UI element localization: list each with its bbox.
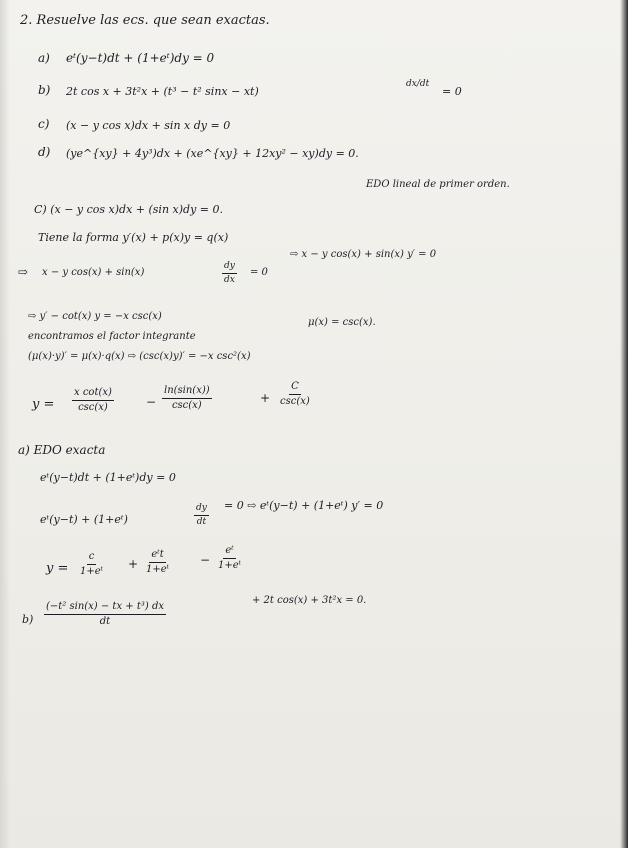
fraction-numerator: eᵗ <box>223 546 235 559</box>
solution-c-step1-a: x − y cos(x) + sin(x) <box>42 267 145 278</box>
fraction-numerator: c <box>87 552 97 565</box>
fraction-numerator: x cot(x) <box>72 388 114 401</box>
solution-b-rest: + 2t cos(x) + 3t²x = 0. <box>252 595 367 606</box>
exercise-title: 2. Resuelve las ecs. que sean exactas. <box>20 13 270 28</box>
fraction-denominator: csc(x) <box>171 400 202 411</box>
fraction-numerator: C <box>289 382 301 395</box>
solution-a-title: a) EDO exacta <box>18 443 106 457</box>
solution-c-integrating-factor: μ(x) = csc(x). <box>308 317 376 328</box>
solution-c-step1-fraction <box>222 262 237 285</box>
problem-b-dxdt: dx/dt <box>406 79 430 89</box>
fraction-numerator: (−t² sin(x) − tx + t³) dx <box>44 602 166 615</box>
solution-a-result-y: y = <box>46 561 69 576</box>
fraction-numerator: ln(sin(x)) <box>162 386 212 399</box>
fraction-numerator: dy <box>194 504 209 516</box>
solution-c-note: EDO lineal de primer orden. <box>366 179 510 190</box>
problem-c-label: c) <box>38 117 50 131</box>
solution-c-step1-b: = 0 <box>250 267 268 278</box>
solution-b-label: b) <box>22 613 34 626</box>
solution-c-result-fraction-2 <box>162 386 212 411</box>
solution-a-result-op2: − <box>200 553 211 567</box>
problem-b-equation: 2t cos x + 3t²x + (t³ − t² sinx − xt) <box>66 85 259 98</box>
solution-c-result-op1: − <box>146 395 157 409</box>
solution-a-result-op1: + <box>128 557 139 571</box>
problem-d-equation: (ye^{xy} + 4y³)dx + (xe^{xy} + 12xy² − xy)dy = 0. <box>66 147 359 160</box>
problem-c-equation: (x − y cos x)dx + sin x dy = 0 <box>66 119 231 132</box>
problem-a-label: a) <box>38 51 50 65</box>
fraction-denominator: csc(x) <box>78 402 108 413</box>
solution-c-step2: ⇨ y′ − cot(x) y = −x csc(x) <box>28 311 162 322</box>
problem-a-equation: eᵗ(y−t)dt + (1+eᵗ)dy = 0 <box>66 51 215 65</box>
solution-c-result-op2: + <box>260 391 271 405</box>
fraction-numerator: dy <box>222 262 237 274</box>
solution-a-result-fraction-3 <box>218 546 241 571</box>
solution-a-result-fraction-2 <box>146 550 169 575</box>
solution-a-line2-a: eᵗ(y−t) + (1+eᵗ) <box>40 513 128 526</box>
page-edge-shadow-left <box>0 0 10 848</box>
solution-c-equation: C) (x − y cos x)dx + (sin x)dy = 0. <box>34 203 223 216</box>
solution-b-fraction <box>44 602 166 627</box>
solution-a-line2-b: = 0 ⇨ eᵗ(y−t) + (1+eᵗ) y′ = 0 <box>224 499 384 512</box>
problem-b-label: b) <box>38 83 51 97</box>
fraction-denominator: 1+eᵗ <box>146 564 170 575</box>
solution-c-step3-text: encontramos el factor integrante <box>28 331 196 342</box>
solution-c-step1-c: ⇨ x − y cos(x) + sin(x) y′ = 0 <box>290 249 437 260</box>
page-edge-shadow-right <box>620 0 628 848</box>
fraction-denominator: 1+eᵗ <box>80 566 104 577</box>
problem-b-rhs: = 0 <box>442 85 462 98</box>
fraction-denominator: 1+eᵗ <box>218 560 242 571</box>
solution-a-result-fraction-1 <box>80 552 103 577</box>
solution-c-result-fraction-1 <box>72 388 114 413</box>
problem-d-label: d) <box>38 145 51 159</box>
arrow-icon: ⇨ <box>18 265 29 279</box>
solution-c-result-y: y = <box>32 397 55 412</box>
fraction-denominator: csc(x) <box>280 396 310 407</box>
fraction-denominator: dx <box>224 275 235 285</box>
fraction-numerator: eᵗt <box>149 550 165 563</box>
solution-a-line2-fraction <box>194 504 209 527</box>
fraction-denominator: dt <box>99 616 111 627</box>
fraction-denominator: dt <box>196 517 207 527</box>
solution-c-form: Tiene la forma y′(x) + p(x)y = q(x) <box>38 231 229 244</box>
solution-c-result-fraction-3 <box>280 382 310 407</box>
solution-a-line1: eᵗ(y−t)dt + (1+eᵗ)dy = 0 <box>40 471 176 484</box>
solution-c-step4: (μ(x)·y)′ = μ(x)·q(x) ⇨ (csc(x)y)′ = −x csc²(x) <box>28 351 251 362</box>
